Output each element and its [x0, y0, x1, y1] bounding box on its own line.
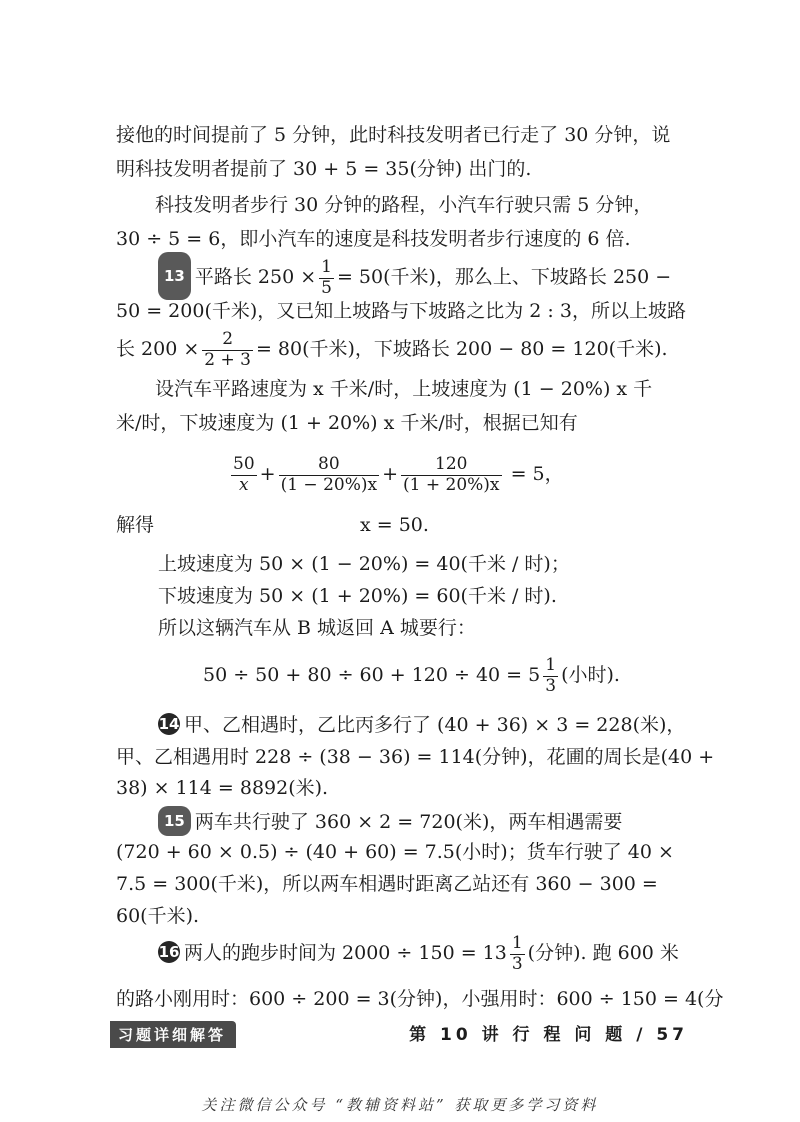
- section-label: 习题详细解答: [110, 1021, 236, 1048]
- text-line: 上坡速度为 50 × (1 − 20%) = 40(千米 / 时)；: [158, 553, 570, 575]
- fraction: [202, 330, 253, 370]
- text-line: 38) × 114 = 8892(米).: [116, 777, 329, 799]
- page-header-chapter: 第 10 讲 行 程 问 题 / 57: [409, 1025, 688, 1045]
- question-16-badge: 16: [158, 943, 180, 961]
- numerator: 1: [321, 256, 332, 277]
- denominator: 2 + 3: [204, 349, 251, 370]
- denominator: 3: [511, 953, 523, 974]
- fraction: [319, 258, 334, 298]
- text-line: 7.5 = 300(千米)，所以两车相遇时距离乙站还有 360 − 300 =: [116, 873, 658, 895]
- text-span: 50 ÷ 50 + 80 ÷ 60 + 120 ÷ 40 = 5: [203, 664, 541, 686]
- text-span: 甲、乙相遇时，乙比丙多行了 (40 + 36) × 3 = 228(米)，: [184, 714, 686, 736]
- text-line: 下坡速度为 50 × (1 + 20%) = 60(千米 / 时).: [158, 585, 557, 607]
- text-span: = 5，: [510, 463, 564, 485]
- text-line: 米/时，下坡速度为 (1 + 20%) x 千米/时，根据已知有: [116, 412, 578, 434]
- question-15-badge: 15: [158, 806, 191, 836]
- text-line: 接他的时间提前了 5 分钟，此时科技发明者已行走了 30 分钟，说: [116, 124, 671, 146]
- text-span: = 80(千米)，下坡路长 200 − 80 = 120(千米).: [255, 338, 668, 360]
- numerator: 2: [222, 328, 234, 349]
- text-line: 30 ÷ 5 = 6，即小汽车的速度是科技发明者步行速度的 6 倍.: [116, 228, 631, 250]
- text-span: (小时).: [561, 664, 620, 686]
- fraction: [401, 455, 502, 495]
- numerator: 120: [435, 453, 468, 474]
- fraction: [231, 455, 257, 495]
- numerator: 1: [511, 932, 523, 953]
- text-line: 设汽车平路速度为 x 千米/时，上坡速度为 (1 − 20%) x 千: [155, 378, 653, 400]
- denominator: 3: [545, 675, 557, 696]
- numerator: 50: [233, 453, 255, 474]
- text-line: 50 = 200(千米)，又已知上坡路与下坡路之比为 2 : 3，所以上坡路: [116, 300, 686, 322]
- denominator: (1 + 20%)x: [403, 474, 500, 495]
- watermark-text: 关注微信公众号 “教辅资料站” 获取更多学习资料: [201, 1096, 599, 1114]
- text-span: 平路长 250 ×: [194, 266, 317, 288]
- text-line: (720 + 60 × 0.5) ÷ (40 + 60) = 7.5(小时)；货车行驶了 40 ×: [116, 841, 674, 863]
- q13-line-3: [116, 326, 668, 372]
- text-line: 60(千米).: [116, 905, 200, 927]
- fraction: [543, 656, 558, 696]
- text-line: 所以这辆汽车从 B 城返回 A 城要行：: [158, 617, 476, 639]
- total-time-equation: [203, 650, 620, 700]
- text-line: 明科技发明者提前了 30 + 5 = 35(分钟) 出门的.: [116, 158, 532, 180]
- equation: [228, 447, 564, 501]
- text-span: 两人的跑步时间为 2000 ÷ 150 = 13: [184, 942, 507, 964]
- solve-equation: x = 50.: [360, 514, 429, 536]
- solve-label: 解得: [116, 514, 155, 536]
- question-14-badge: 14: [158, 715, 180, 733]
- numerator: 1: [545, 654, 557, 675]
- denominator: x: [231, 475, 257, 496]
- text-span: = 50(千米)，那么上、下坡路长 250 −: [336, 266, 672, 288]
- text-span: 长 200 ×: [116, 338, 200, 360]
- text-line: 的路小刚用时：600 ÷ 200 = 3(分钟)，小强用时：600 ÷ 150 = 4(分: [116, 988, 724, 1010]
- operator: +: [382, 463, 398, 485]
- q15-line-1: [158, 806, 622, 836]
- q13-line-1: [158, 252, 671, 300]
- question-13-badge: 13: [158, 252, 191, 300]
- numerator: 80: [318, 453, 340, 474]
- denominator: (1 − 20%)x: [280, 474, 378, 495]
- text-span: (分钟). 跑 600 米: [527, 942, 679, 964]
- fraction: [510, 934, 525, 974]
- q16-line-1: [158, 928, 679, 978]
- text-line: 甲、乙相遇用时 228 ÷ (38 − 36) = 114(分钟)，花圃的周长是(40 +: [116, 746, 715, 768]
- text-line: 科技发明者步行 30 分钟的路程，小汽车行驶只需 5 分钟，: [155, 194, 653, 216]
- q14-line-1: [158, 711, 685, 739]
- operator: +: [259, 463, 276, 485]
- fraction: [279, 455, 380, 495]
- denominator: 5: [321, 277, 332, 298]
- text-span: 两车共行驶了 360 × 2 = 720(米)，两车相遇需要: [194, 811, 623, 833]
